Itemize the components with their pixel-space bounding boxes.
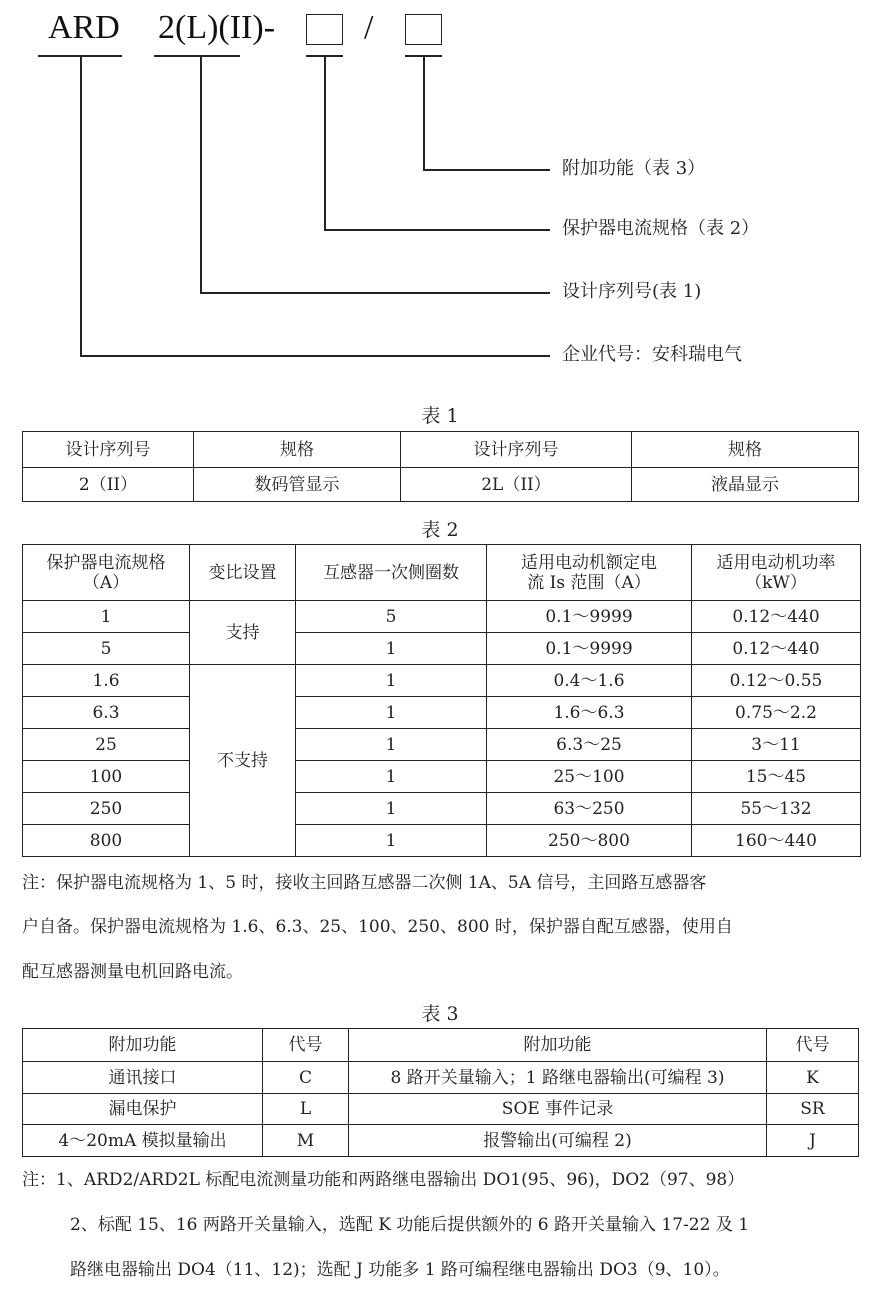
box1-leader xyxy=(324,229,550,231)
function-cell: 4～20mA 模拟量输出 xyxy=(23,1125,263,1157)
turns-cell: 1 xyxy=(296,633,487,665)
spec-cell: 100 xyxy=(23,761,190,793)
code-cell: J xyxy=(767,1125,859,1157)
power-cell: 160～440 xyxy=(692,825,861,857)
current-range-cell: 1.6～6.3 xyxy=(487,697,692,729)
table2-header-cell xyxy=(487,545,692,601)
table2-row xyxy=(23,761,861,793)
table1-cell: 2（II） xyxy=(23,468,194,502)
turns-cell: 1 xyxy=(296,761,487,793)
table1-cell: 2L（II） xyxy=(401,468,632,502)
legend-design-series: 设计序列号(表 1) xyxy=(562,281,702,302)
table2-header-cell xyxy=(692,545,861,601)
current-range-cell: 0.4～1.6 xyxy=(487,665,692,697)
table2-row xyxy=(23,825,861,857)
note1-line: 配互感器测量电机回路电流。 xyxy=(22,962,243,982)
box1-stem xyxy=(324,56,326,230)
table2-row xyxy=(23,793,861,825)
note2-line: 路继电器输出 DO4（11、12)；选配 J 功能多 1 路可编程继电器输出 DO3（9、10）。 xyxy=(70,1260,730,1280)
spec-cell: 250 xyxy=(23,793,190,825)
code-series: 2(L)(II)- xyxy=(158,9,276,46)
table1-header-cell: 设计序列号 xyxy=(23,432,194,468)
series-leader xyxy=(200,292,550,294)
table3-header-row xyxy=(23,1029,859,1062)
table1-header-cell: 设计序列号 xyxy=(401,432,632,468)
series-stem xyxy=(200,56,202,293)
current-range-cell: 0.1～9999 xyxy=(487,601,692,633)
code-cell: C xyxy=(263,1062,349,1094)
table3-row xyxy=(23,1125,859,1157)
prefix-leader xyxy=(80,355,550,357)
function-cell: SOE 事件记录 xyxy=(349,1094,767,1125)
turns-cell: 1 xyxy=(296,825,487,857)
table1-header-cell: 规格 xyxy=(194,432,401,468)
code-separator: / xyxy=(364,9,374,46)
header-current-spec: 保护器电流规格 xyxy=(46,552,166,573)
note2-line: 注：1、ARD2/ARD2L 标配电流测量功能和两路继电器输出 DO1(95、96)，DO2（97、98） xyxy=(22,1170,745,1190)
box2-leader xyxy=(423,169,550,171)
header-current-range: 适用电动机额定电 xyxy=(521,552,657,573)
header-current-spec-unit: （A） xyxy=(82,572,130,593)
additional-function-placeholder-box xyxy=(405,14,442,45)
function-cell: 报警输出(可编程 2) xyxy=(349,1125,767,1157)
table3-header-cell: 附加功能 xyxy=(349,1029,767,1062)
table1-row xyxy=(23,468,859,502)
table3-header-cell: 附加功能 xyxy=(23,1029,263,1062)
power-cell: 15～45 xyxy=(692,761,861,793)
table3-row xyxy=(23,1094,859,1125)
code-cell: L xyxy=(263,1094,349,1125)
prefix-stem xyxy=(80,56,82,356)
table1-cell: 数码管显示 xyxy=(194,468,401,502)
table2-row xyxy=(23,665,861,697)
power-cell: 0.12～440 xyxy=(692,601,861,633)
power-cell: 3～11 xyxy=(692,729,861,761)
table2-row xyxy=(23,601,861,633)
table3 xyxy=(22,1028,859,1157)
function-cell: 漏电保护 xyxy=(23,1094,263,1125)
power-cell: 0.12～440 xyxy=(692,633,861,665)
table3-header-cell: 代号 xyxy=(767,1029,859,1062)
turns-cell: 5 xyxy=(296,601,487,633)
function-cell: 8 路开关量输入；1 路继电器输出(可编程 3) xyxy=(349,1062,767,1094)
table3-header-cell: 代号 xyxy=(263,1029,349,1062)
table2-header-row xyxy=(23,545,861,601)
spec-cell: 800 xyxy=(23,825,190,857)
current-spec-placeholder-box xyxy=(306,14,343,45)
spec-cell: 25 xyxy=(23,729,190,761)
ratio-not-supported-cell: 不支持 xyxy=(190,665,296,857)
table2-header-cell xyxy=(23,545,190,601)
note2-line: 2、标配 15、16 两路开关量输入，选配 K 功能后提供额外的 6 路开关量输入 17-22 及 1 xyxy=(70,1215,750,1235)
current-range-cell: 250～800 xyxy=(487,825,692,857)
code-prefix: ARD xyxy=(48,9,120,46)
power-cell: 0.75～2.2 xyxy=(692,697,861,729)
table3-caption: 表 3 xyxy=(421,1003,459,1025)
turns-cell: 1 xyxy=(296,665,487,697)
note1-line: 户自备。保护器电流规格为 1.6、6.3、25、100、250、800 时，保护器自配互感器，使用自 xyxy=(22,917,733,937)
table2-row xyxy=(23,729,861,761)
table2-row xyxy=(23,697,861,729)
header-power: 适用电动机功率 xyxy=(716,552,836,573)
function-cell: 通讯接口 xyxy=(23,1062,263,1094)
series-underline xyxy=(154,55,240,57)
code-cell: SR xyxy=(767,1094,859,1125)
note1-line: 注：保护器电流规格为 1、5 时，接收主回路互感器二次侧 1A、5A 信号，主回路互感器客 xyxy=(22,873,707,893)
table1 xyxy=(22,431,859,502)
spec-cell: 1 xyxy=(23,601,190,633)
code-cell: K xyxy=(767,1062,859,1094)
turns-cell: 1 xyxy=(296,697,487,729)
table2-header-cell: 变比设置 xyxy=(190,545,296,601)
table2-row xyxy=(23,633,861,665)
table1-caption: 表 1 xyxy=(421,405,459,427)
ratio-supported-cell: 支持 xyxy=(190,601,296,665)
turns-cell: 1 xyxy=(296,793,487,825)
current-range-cell: 6.3～25 xyxy=(487,729,692,761)
table2-header-cell: 互感器一次侧圈数 xyxy=(296,545,487,601)
power-cell: 55～132 xyxy=(692,793,861,825)
legend-company: 企业代号：安科瑞电气 xyxy=(562,344,742,365)
table1-header-cell: 规格 xyxy=(632,432,859,468)
spec-cell: 6.3 xyxy=(23,697,190,729)
current-range-cell: 25～100 xyxy=(487,761,692,793)
table2 xyxy=(22,544,861,857)
turns-cell: 1 xyxy=(296,729,487,761)
spec-cell: 5 xyxy=(23,633,190,665)
table2-caption: 表 2 xyxy=(421,519,459,541)
header-power-unit: （kW） xyxy=(745,572,807,593)
spec-cell: 1.6 xyxy=(23,665,190,697)
legend-current-spec: 保护器电流规格（表 2） xyxy=(562,218,760,239)
legend-additional: 附加功能（表 3） xyxy=(562,158,706,179)
table1-cell: 液晶显示 xyxy=(632,468,859,502)
header-current-range-unit: 流 Is 范围（A） xyxy=(527,572,651,593)
code-cell: M xyxy=(263,1125,349,1157)
power-cell: 0.12～0.55 xyxy=(692,665,861,697)
table1-header-row xyxy=(23,432,859,468)
current-range-cell: 63～250 xyxy=(487,793,692,825)
current-range-cell: 0.1～9999 xyxy=(487,633,692,665)
table3-row xyxy=(23,1062,859,1094)
box2-stem xyxy=(423,56,425,170)
